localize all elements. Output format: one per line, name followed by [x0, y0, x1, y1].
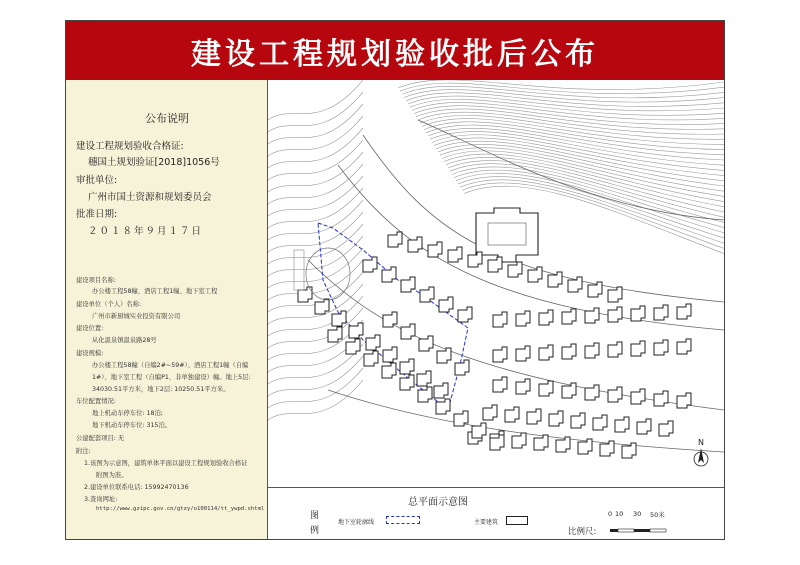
villa-building — [436, 399, 450, 414]
location-label: 建设位置: — [76, 325, 104, 332]
contour-line — [406, 93, 724, 107]
approval-date: ２０１８年９月１７日 — [88, 226, 204, 237]
project-label: 建设项目名称: — [76, 277, 116, 284]
note-3: 3.查询网址: — [84, 496, 118, 503]
approver-label: 审批单位: — [76, 175, 118, 186]
villa-building — [454, 411, 468, 426]
villa-building — [549, 411, 563, 426]
villa-building — [654, 340, 668, 355]
site-plan-map — [268, 80, 724, 487]
date-label: 批准日期: — [76, 209, 118, 220]
villa-building — [434, 383, 448, 398]
villa-building — [562, 309, 576, 324]
contour-line — [448, 160, 724, 212]
contour-line — [268, 140, 363, 180]
note-1-line-1: 1.该图为示意图，建筑单体平面以建设工程规划验收合格证 — [84, 460, 248, 467]
villa-building — [654, 391, 668, 406]
villa-building — [418, 387, 432, 402]
svg-text:N: N — [698, 438, 704, 447]
scale-tick-0: 0 — [608, 510, 613, 518]
contour-line — [438, 144, 724, 186]
villa-building — [401, 324, 415, 339]
villa-building — [400, 359, 414, 374]
contour-line — [450, 164, 724, 218]
villa-building — [364, 351, 378, 366]
villa-building — [455, 360, 469, 375]
contour-line — [268, 92, 363, 132]
villa-building — [516, 346, 530, 361]
contour-line — [268, 224, 363, 264]
villa-building — [428, 242, 442, 257]
villa-building — [677, 339, 691, 354]
villa-building — [677, 304, 691, 319]
contour-line — [268, 356, 363, 396]
villa-building — [488, 257, 502, 272]
villa-building — [615, 417, 629, 432]
villa-building — [608, 387, 622, 402]
villa-building — [493, 312, 507, 327]
villa-building — [366, 335, 380, 350]
villa-building — [585, 385, 599, 400]
contour-line — [424, 122, 724, 150]
notice-section-title: 公布说明 — [145, 112, 189, 125]
site-plan-drawing — [268, 80, 724, 487]
villa-building — [585, 343, 599, 358]
villa-building — [346, 339, 360, 354]
villa-building — [562, 383, 576, 398]
villa-building — [493, 377, 507, 392]
scale-tick-30: 30 — [633, 510, 642, 518]
road-line — [363, 135, 724, 302]
villa-building — [512, 433, 526, 448]
contour-line — [410, 99, 724, 115]
villa-building — [363, 257, 377, 272]
villa-building — [383, 347, 397, 362]
legend-bar — [268, 487, 724, 540]
villa-building — [349, 323, 363, 338]
villa-building — [527, 409, 541, 424]
villa-building — [315, 299, 329, 314]
villa-building — [631, 341, 645, 356]
contour-line — [268, 368, 363, 408]
banner-title: 建设工程规划验收批后公布 — [66, 21, 724, 80]
scale-line-2: 1#）、地下室工程（自编P1、非单独建设）幢。地上5层: — [92, 374, 251, 381]
location: 从化温泉镇温泉路28号 — [92, 337, 157, 344]
contour-line — [268, 200, 363, 240]
scale-bar — [608, 518, 676, 526]
contour-line — [446, 157, 724, 207]
cert-label: 建设工程规划验收合格证: — [76, 141, 184, 152]
villa-building — [631, 306, 645, 321]
villa-building — [472, 423, 486, 438]
villa-building — [419, 336, 433, 351]
contour-line — [412, 102, 724, 119]
villa-building — [608, 342, 622, 357]
hotel-building — [476, 208, 538, 262]
villa-building — [382, 363, 396, 378]
notes-label: 附注: — [76, 448, 91, 455]
villa-building — [539, 345, 553, 360]
notice-board — [65, 20, 725, 540]
basement-legend-swatch — [386, 516, 420, 524]
villa-building — [401, 277, 415, 292]
contour-line — [420, 115, 724, 139]
villa-building — [388, 232, 402, 247]
parking-above: 地上机动车停车位: 18泊; — [92, 410, 163, 417]
parking-label: 车位配置情况: — [76, 398, 116, 405]
villa-building — [637, 419, 651, 434]
villa-building — [505, 407, 519, 422]
note-1-line-2: 附图为准。 — [96, 472, 128, 479]
contour-line — [268, 164, 363, 204]
villa-building — [539, 310, 553, 325]
villa-building — [382, 267, 396, 282]
villa-building — [528, 267, 542, 282]
contour-line — [444, 154, 724, 202]
villa-building — [677, 393, 691, 408]
villa-building — [578, 439, 592, 454]
contour-line — [268, 80, 363, 120]
scale-label: 比例尺: — [568, 527, 597, 537]
note-2: 2.建设单位联系电话: 15992470136 — [84, 484, 189, 491]
villa-building — [556, 437, 570, 452]
villa-building — [468, 252, 482, 267]
villa-building — [608, 307, 622, 322]
villa-building — [328, 327, 342, 342]
scale-tick-50: 50米 — [650, 511, 665, 519]
villa-building — [659, 421, 673, 436]
villa-building — [417, 371, 431, 386]
legend-label-2: 例 — [310, 526, 320, 536]
villa-building — [539, 381, 553, 396]
scale-label: 建设规模: — [76, 350, 104, 357]
contour-line — [400, 83, 724, 94]
villa-building — [458, 307, 472, 322]
unit-label: 建设单位（个人）名称: — [76, 301, 142, 308]
contour-line — [430, 131, 724, 165]
legend-label-1: 图 — [310, 511, 320, 521]
scale-tick-10: 10 — [615, 510, 624, 518]
map-title: 总平面示意图 — [408, 497, 468, 508]
villa-building — [383, 312, 397, 327]
villa-building — [593, 415, 607, 430]
approver: 广州市国土资源和规划委员会 — [88, 192, 212, 203]
villa-building — [493, 347, 507, 362]
contour-line — [268, 212, 363, 252]
villa-building — [534, 435, 548, 450]
basement-legend-label: 地下室轮廓线 — [338, 519, 375, 526]
contour-line — [398, 80, 724, 90]
public-facilities: 公建配套项目: 无 — [76, 435, 125, 442]
contour-line — [268, 380, 363, 420]
villa-building — [654, 305, 668, 320]
query-url[interactable]: http://www.gzipc.gov.cn/gtzy/o100114/tt_ywpd.shtml — [96, 506, 265, 512]
contour-line — [268, 128, 363, 168]
contour-line — [268, 236, 363, 276]
building-legend-swatch — [506, 516, 528, 525]
villa-building — [516, 311, 530, 326]
notice-panel — [66, 80, 268, 539]
villa-building — [631, 389, 645, 404]
building-legend-label: 主要建筑 — [474, 519, 499, 526]
contour-line — [268, 104, 363, 144]
north-arrow-icon — [692, 437, 710, 473]
villa-building — [439, 297, 453, 312]
villa-building — [608, 287, 622, 302]
unit-name: 广州市新厨城实业投资有限公司 — [92, 313, 181, 320]
villa-building — [585, 308, 599, 323]
villa-building — [571, 413, 585, 428]
scale-line-3: 34030.51平方米，地下2层: 10250.51平方米。 — [92, 386, 230, 393]
villa-building — [420, 287, 434, 302]
villa-building — [448, 247, 462, 262]
villa-building — [437, 348, 451, 363]
parking-below: 地下机动车停车位: 315泊。 — [92, 422, 172, 429]
contour-line — [268, 152, 363, 192]
villa-building — [516, 379, 530, 394]
cert-number: 穗国土规划验证[2018]1056号 — [88, 157, 220, 168]
contour-line — [268, 188, 363, 228]
villa-building — [483, 405, 497, 420]
villa-building — [562, 344, 576, 359]
villa-building — [508, 262, 522, 277]
scale-line-1: 办公楼工程58幢（自编2#~59#）、酒店工程1幢（自编 — [92, 362, 249, 369]
contour-line — [268, 176, 363, 216]
contour-line — [408, 96, 724, 111]
contour-line — [268, 116, 363, 156]
project-name: 办公楼工程58幢、酒店工程1幢、地下室工程 — [92, 288, 218, 295]
